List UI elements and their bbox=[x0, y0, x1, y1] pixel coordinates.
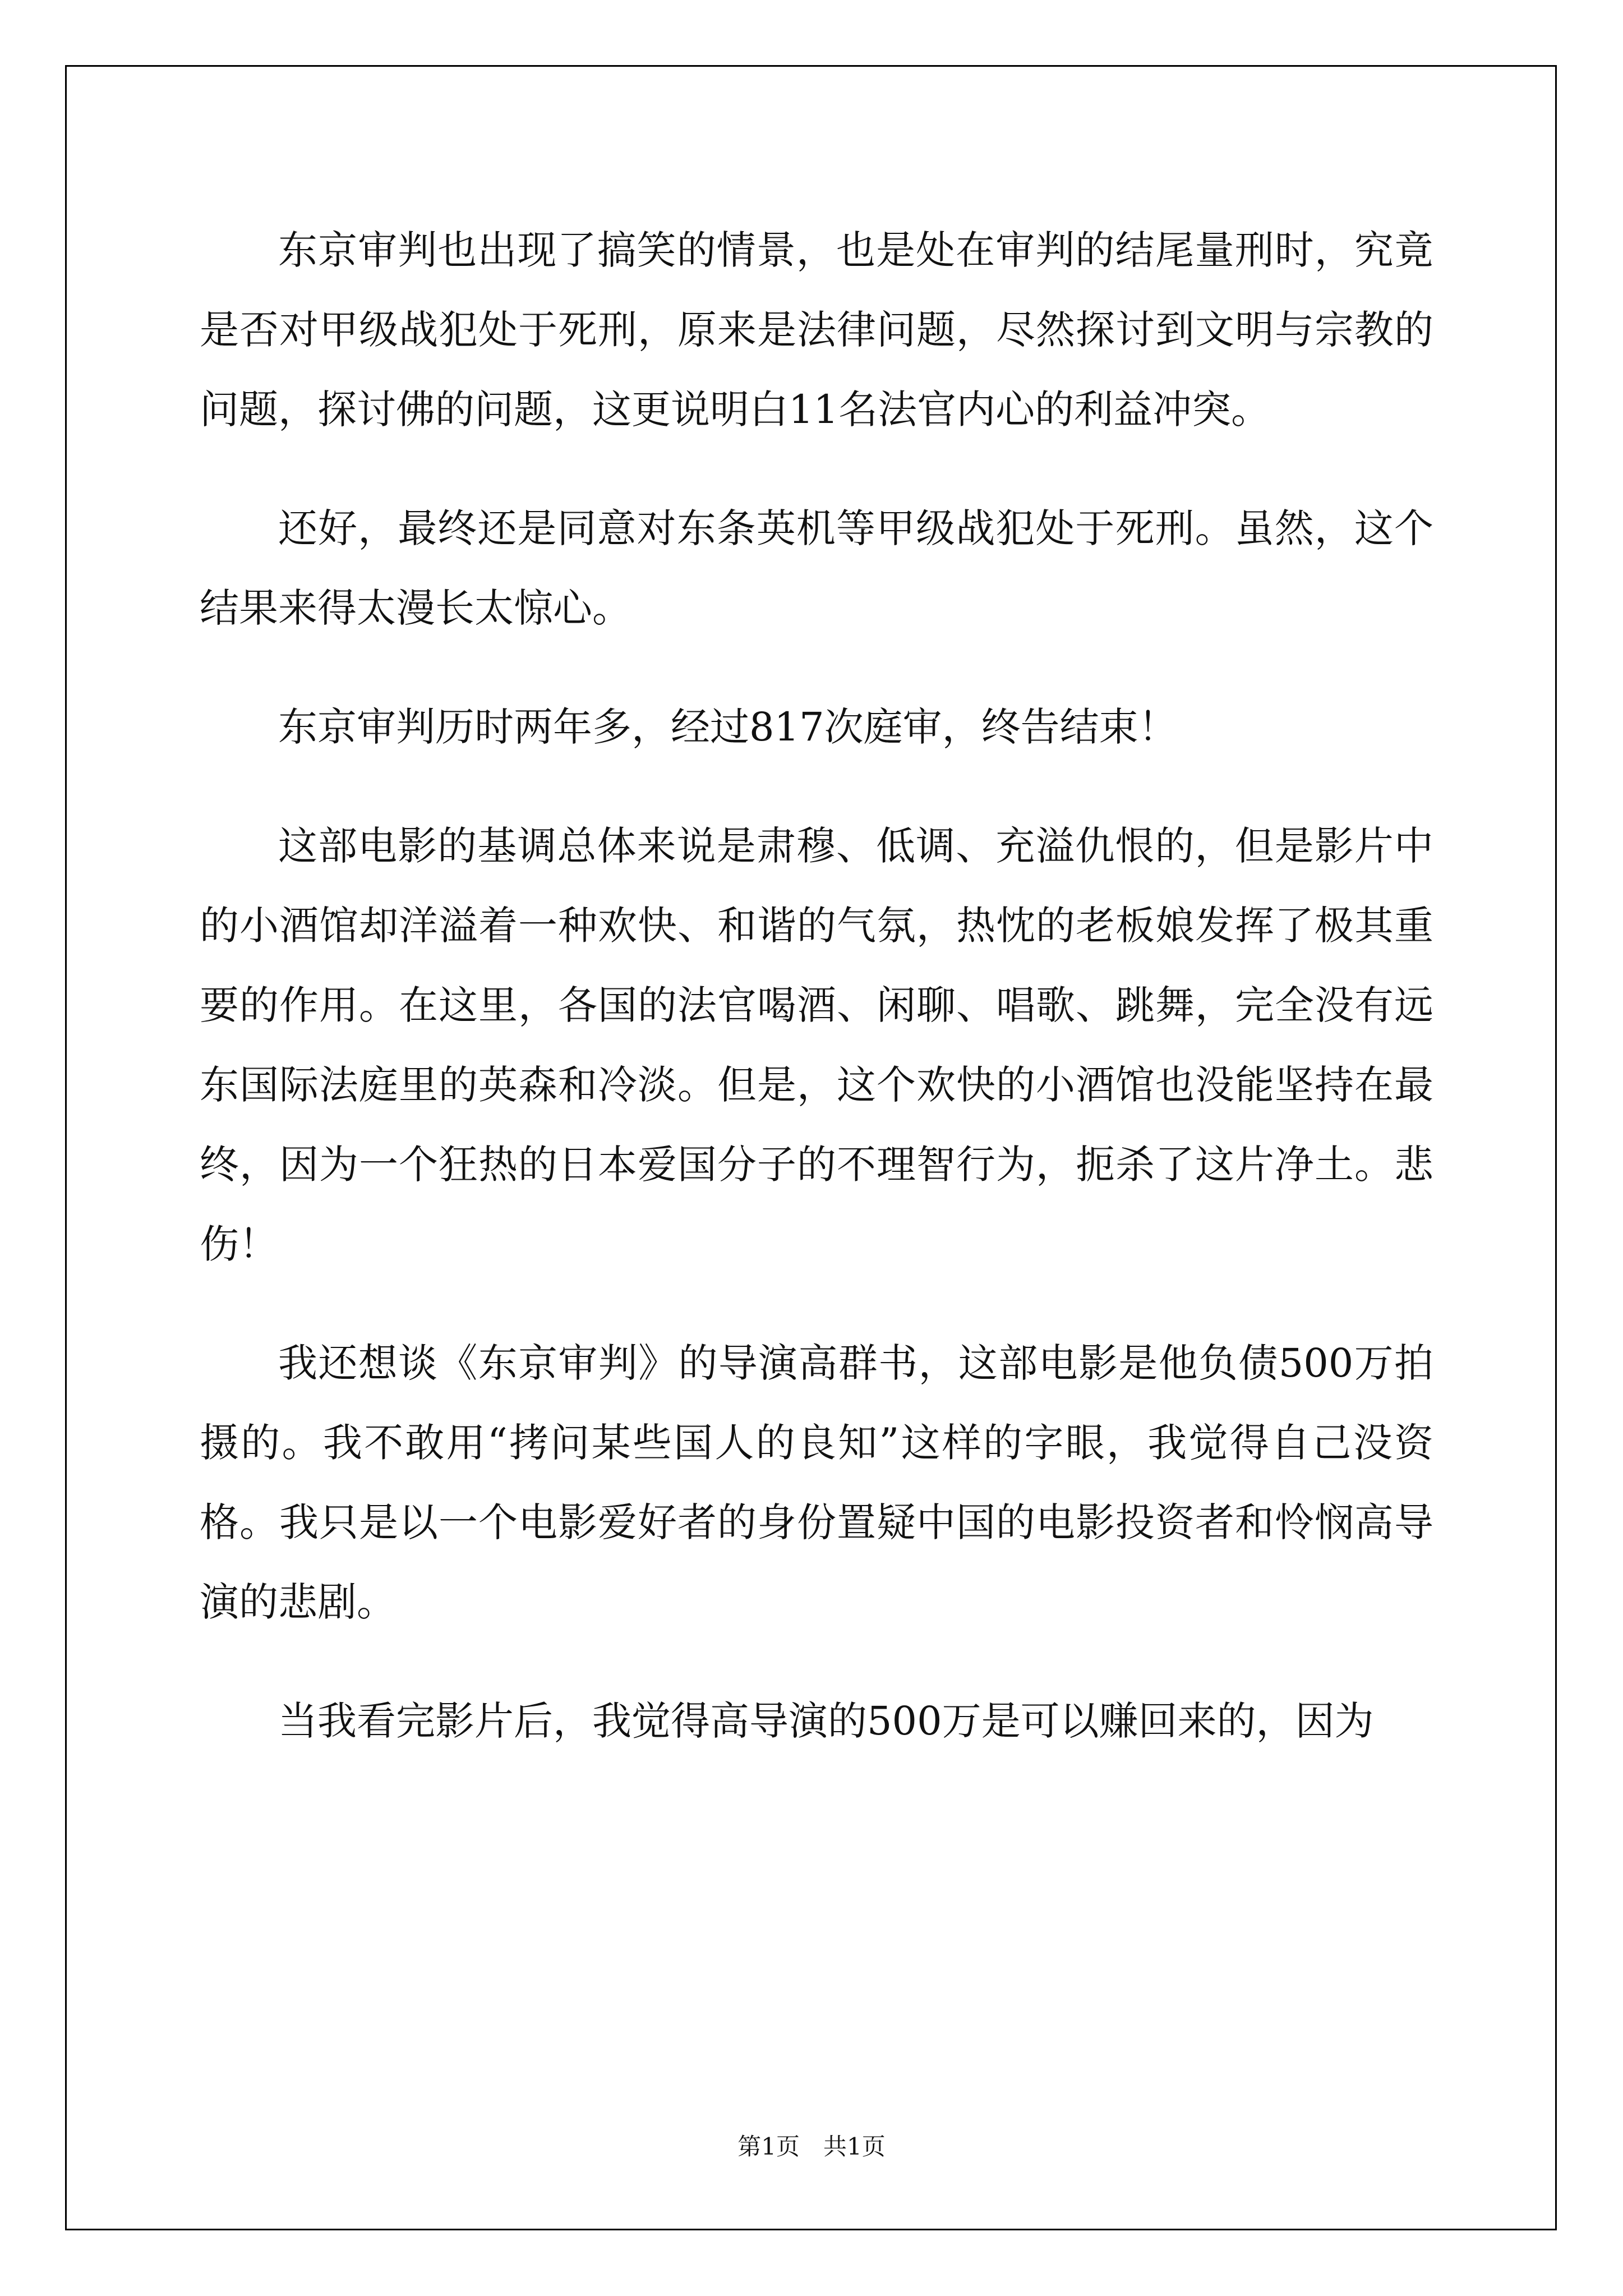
page-number-footer: 第1页 共1页 bbox=[737, 2133, 886, 2160]
paragraph: 东京审判历时两年多，经过817次庭审，终告结束！ bbox=[278, 704, 1178, 750]
paragraph: 还好，最终还是同意对东条英机等甲级战犯处于死刑。虽然，这个结果来得太漫长太惊心。 bbox=[200, 505, 1433, 631]
paragraph: 这部电影的基调总体来说是肃穆、低调、充溢仇恨的，但是影片中的小酒馆却洋溢着一种欢快、和谐的气氛，热忱的老板娘发挥了极其重要的作用。在这里，各国的法官喝酒、闲聊、唱歌、跳舞，完全没有远东国际法庭里的英森和冷淡。但是，这个欢快的小酒馆也没能坚持在最终，因为一个狂热的日本爱国分子的不理智行为，扼杀了这片净土。悲伤！ bbox=[200, 823, 1433, 1267]
paragraph: 东京审判也出现了搞笑的情景，也是处在审判的结尾量刑时，究竟是否对甲级战犯处于死刑，原来是法律问题，尽然探讨到文明与宗教的问题，探讨佛的问题，这更说明白11名法官内心的利益冲突。 bbox=[200, 227, 1433, 432]
paragraph: 我还想谈《东京审判》的导演高群书，这部电影是他负债500万拍摄的。我不敢用“拷问某些国人的良知”这样的字眼，我觉得自己没资格。我只是以一个电影爱好者的身份置疑中国的电影投资者和怜悯高导演的悲剧。 bbox=[200, 1340, 1433, 1625]
paragraph: 当我看完影片后，我觉得高导演的500万是可以赚回来的，因为 bbox=[278, 1698, 1374, 1744]
document-body bbox=[200, 210, 1433, 1800]
